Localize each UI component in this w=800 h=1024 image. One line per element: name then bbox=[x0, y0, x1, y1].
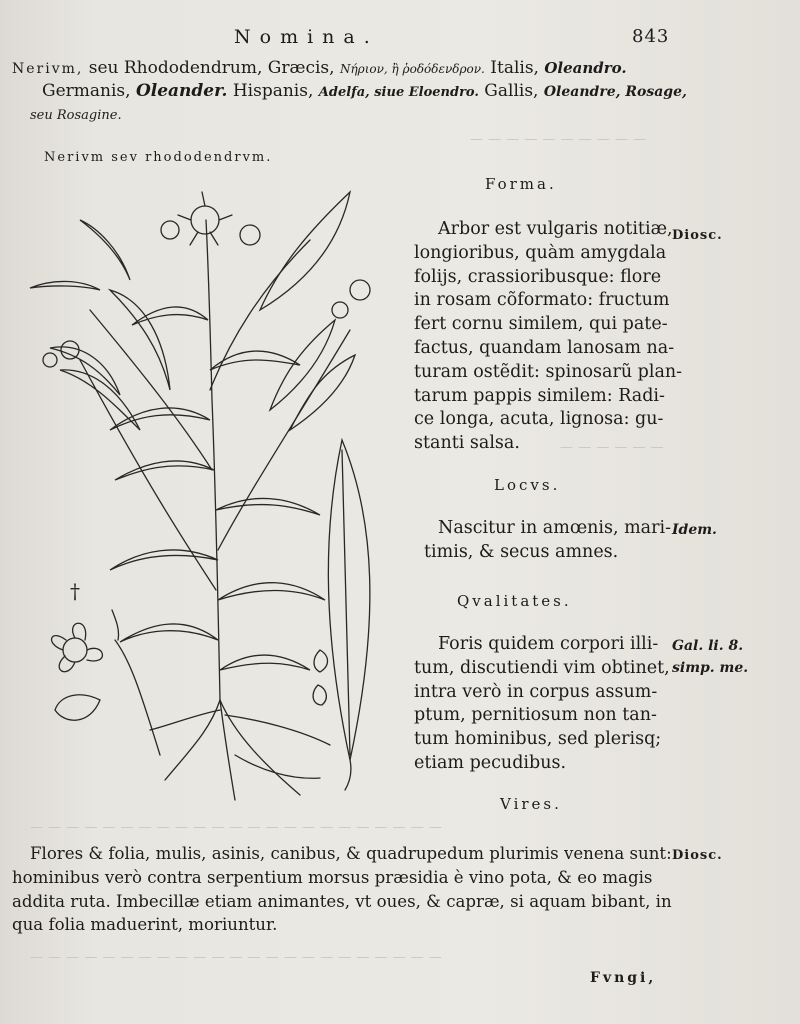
section-heading-locus: Locvs. bbox=[494, 476, 561, 494]
margin-note-qualitates-2: simp. me. bbox=[672, 660, 749, 676]
names-text: Hispanis, bbox=[232, 81, 314, 101]
figure-caption: Nerivm sev rhododendrvm. bbox=[44, 150, 273, 165]
italian-name: Oleandro. bbox=[544, 59, 627, 77]
text-line: ptum, pernitiosum non tan- bbox=[414, 705, 657, 726]
french-name: Oleandre, Rosage, bbox=[543, 84, 687, 100]
names-line-2 bbox=[42, 80, 687, 104]
catchword: Fvngi, bbox=[590, 970, 657, 986]
text-line: tum, discutiendi vim obtinet, bbox=[414, 657, 670, 678]
text-line: folijs, crassioribusque: flore bbox=[414, 266, 662, 287]
text-line: tum hominibus, sed plerisq; bbox=[414, 729, 662, 750]
names-text: Germanis, bbox=[42, 81, 131, 101]
text-line: Nascitur in amœnis, mari- bbox=[438, 518, 671, 538]
text-line: Foris quidem corpori illi- bbox=[438, 634, 659, 654]
text-line: ce longa, acuta, lignosa: gu- bbox=[414, 409, 664, 430]
text-line: qua folia maduerint, moriuntur. bbox=[12, 915, 278, 935]
bleed-through-text: — — — — — — bbox=[560, 440, 665, 455]
plant-name-lead: Nerivm, bbox=[12, 61, 84, 77]
text-line: addita ruta. Imbecillæ etiam animantes, vt oues, & capræ, si aquam bibant, in bbox=[12, 891, 672, 911]
french-name-alt: seu Rosagine. bbox=[30, 108, 122, 123]
text-line: Flores & folia, mulis, asinis, canibus, & quadrupedum plurimis venena sunt: bbox=[30, 844, 672, 863]
forma-text bbox=[414, 218, 682, 456]
section-heading-qualitates: Qvalitates. bbox=[457, 592, 572, 610]
section-heading-vires: Vires. bbox=[500, 795, 562, 813]
margin-note-forma: Diosc. bbox=[672, 228, 723, 243]
bleed-through-text: — — — — — — — — — — — — — — — — — — — — — — — bbox=[30, 820, 443, 835]
names-text: seu Rhododendrum, Græcis, bbox=[88, 58, 335, 78]
text-line: intra verò in corpus assum- bbox=[414, 681, 658, 702]
spanish-name: Adelfa, siue Eloendro. bbox=[318, 85, 479, 100]
text-line: etiam pecudibus. bbox=[414, 752, 567, 773]
margin-note-vires: Diosc. bbox=[672, 848, 723, 863]
text-line: stanti salsa. bbox=[414, 433, 520, 454]
running-head-title: Nomina. bbox=[234, 26, 379, 48]
greek-name: Νήριον, ἢ ῥοδόδενδρον. bbox=[339, 62, 485, 76]
german-name: Oleander. bbox=[135, 81, 228, 101]
names-line-1 bbox=[12, 57, 627, 81]
locus-text bbox=[414, 517, 671, 565]
oleander-woodcut-illustration bbox=[20, 170, 410, 830]
text-line: in rosam cõformato: fructum bbox=[414, 290, 670, 311]
margin-note-qualitates-1: Gal. li. 8. bbox=[672, 638, 744, 654]
text-line: longioribus, quàm amygdala bbox=[414, 242, 667, 263]
vires-text bbox=[12, 842, 672, 937]
text-line: hominibus verò contra serpentium morsus præsidia è vino pota, & eo magis bbox=[12, 867, 653, 887]
page-number: 843 bbox=[632, 26, 670, 47]
qualitates-text bbox=[414, 633, 670, 776]
text-line: timis, & secus amnes. bbox=[424, 541, 619, 562]
text-line: tarum pappis similem: Radi- bbox=[414, 385, 665, 406]
text-line: turam ostẽdit: spinosarũ plan- bbox=[414, 361, 683, 382]
margin-note-locus: Idem. bbox=[672, 522, 717, 538]
figure-mark: † bbox=[70, 579, 80, 603]
text-line: Arbor est vulgaris notitiæ, bbox=[438, 219, 673, 239]
bleed-through-text: — — — — — — — — — — bbox=[470, 132, 647, 147]
names-text: Gallis, bbox=[484, 81, 539, 101]
text-line: fert cornu similem, qui pate- bbox=[414, 314, 668, 335]
bleed-through-text: — — — — — — — — — — — — — — — — — — — — — — — bbox=[30, 950, 443, 965]
names-line-3 bbox=[30, 103, 122, 127]
text-line: factus, quandam lanosam na- bbox=[414, 337, 675, 358]
names-text: Italis, bbox=[490, 58, 539, 78]
section-heading-forma: Forma. bbox=[485, 175, 557, 193]
